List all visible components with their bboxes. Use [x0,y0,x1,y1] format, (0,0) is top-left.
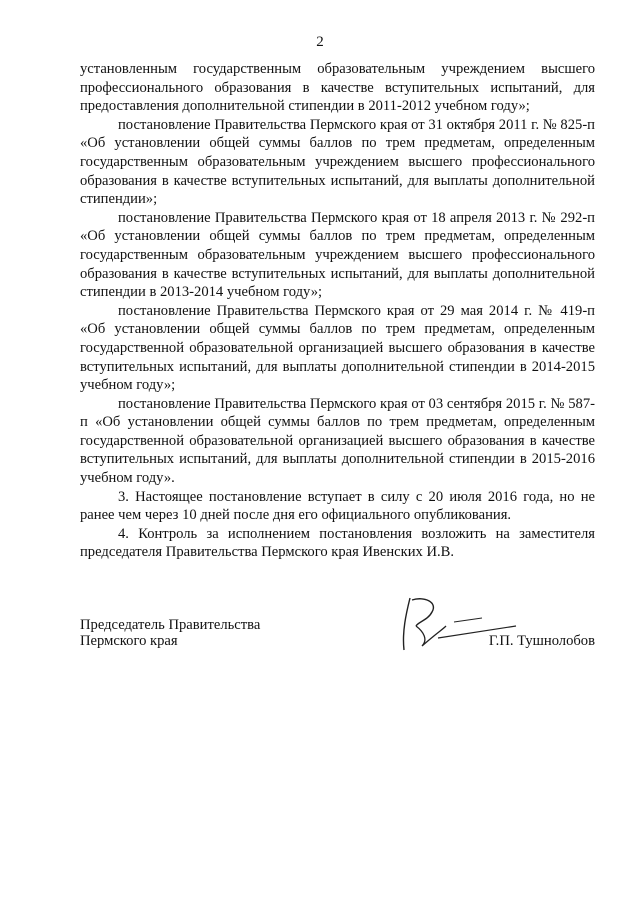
signer-title [80,617,260,649]
paragraph-decree-419: постановление Правительства Пермского края от 29 мая 2014 г. № 419-п «Об установлении общей суммы баллов по трем предметам, определенным государственной образовательной организацией высшего образования в качестве вступительных испытаний, для выплаты дополнительной стипендии в 2014-2015 учебном году»; [80,302,595,394]
signer-title-line: Председатель Правительства [80,617,261,633]
paragraph-decree-587: постановление Правительства Пермского края от 03 сентября 2015 г. № 587-п «Об установлении общей суммы баллов по трем предметам, определенным государственной образовательной организацией высшего образования в качестве вступительных испытаний, для выплаты дополнительной стипендии в 2015-2016 учебном году». [80,395,595,487]
document-body [80,60,595,562]
paragraph-item-3: 3. Настоящее постановление вступает в силу с 20 июля 2016 года, но не ранее чем через 10 дней после дня его официального опубликования. [80,488,595,524]
paragraph-decree-825: постановление Правительства Пермского края от 31 октября 2011 г. № 825-п «Об установлении общей суммы баллов по трем предметам, определенным государственным образовательным учреждением высшего профессионального образования в качестве вступительных испытаний, для выплаты дополнительной стипендии»; [80,116,595,208]
paragraph-decree-292: постановление Правительства Пермского края от 18 апреля 2013 г. № 292-п «Об установлении общей суммы баллов по трем предметам, определенным государственным образовательным учреждением высшего профессионального образования в качестве вступительных испытаний, для выплаты дополнительной стипендии в 2013-2014 учебном году»; [80,209,595,301]
signer-name: Г.П. Тушнолобов [488,633,595,649]
paragraph-item-4: 4. Контроль за исполнением постановления возложить на заместителя председателя Правительства Пермского края Ивенских И.В. [80,525,595,561]
paragraph-continuation: установленным государственным образовательным учреждением высшего профессионального образования в качестве вступительных испытаний, для предоставления дополнительной стипендии в 2011-2012 учебном году»; [80,61,595,115]
page-number: 2 [316,34,324,50]
signer-title-line: Пермского края [80,633,178,649]
signature-block [80,617,595,657]
